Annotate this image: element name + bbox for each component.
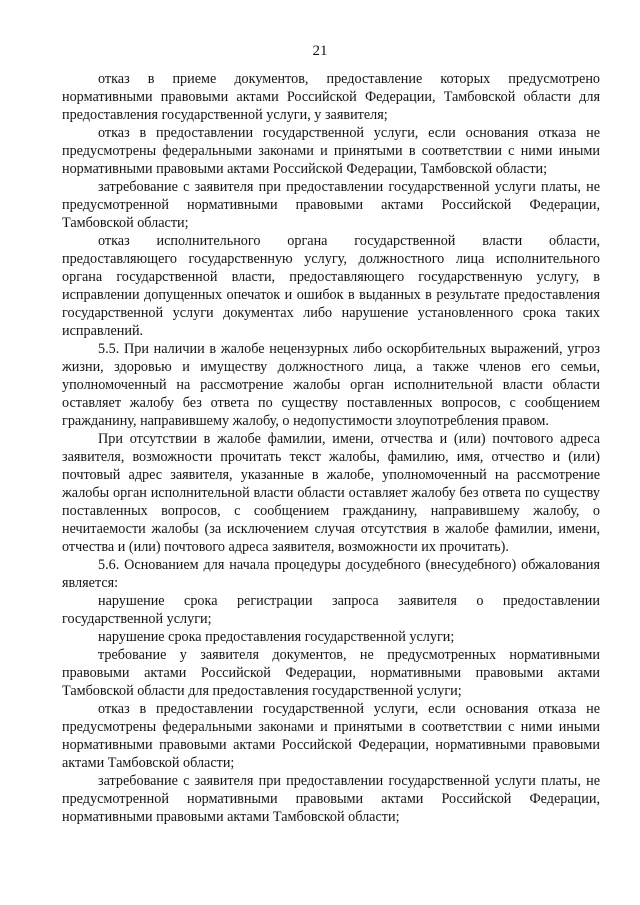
page-number: 21 xyxy=(312,43,328,59)
paragraph-missing-details: При отсутствии в жалобе фамилии, имени, отчества и (или) почтового адреса заявителя, возможности прочитать текст жалобы, фамилию, имя, отчество и (или) почтовый адрес заявителя, указанные в жалобе, уполномоченный на рассмотрение жалобы орган исполнительной власти области оставляет жалобу без ответа по существу поставленных вопросов, с сообщением гражданину, направившему жалобу, о нечитаемости жалобы (за исключением случая отсутствия в жалобе фамилии, имени, отчества и (или) почтового адреса заявителя, возможности их прочитать). xyxy=(62,431,600,555)
document-body xyxy=(62,70,600,826)
paragraph-section-5-6: 5.6. Основанием для начала процедуры досудебного (внесудебного) обжалования является: xyxy=(62,557,600,591)
paragraph-service-deadline: нарушение срока предоставления государственной услуги; xyxy=(98,629,455,645)
paragraph-refusal-documents: отказ в приеме документов, предоставление которых предусмотрено нормативными правовыми актами Российской Федерации, Тамбовской области для предоставления государственной услуги, у заявителя; xyxy=(62,71,600,123)
paragraph-refusal-service-2: отказ в предоставлении государственной услуги, если основания отказа не предусмотрены федеральными законами и принятыми в соответствии с ними иными нормативными правовыми актами Российской Федерации, нормативными правовыми актами Тамбовской области; xyxy=(62,701,600,771)
paragraph-section-5-5: 5.5. При наличии в жалобе нецензурных либо оскорбительных выражений, угроз жизни, здоровью и имуществу должностного лица, а также членов его семьи, уполномоченный на рассмотрение жалобы орган исполнительной власти области оставляет жалобу без ответа по существу поставленных вопросов, с сообщением гражданину, направившему жалобу, о недопустимости злоупотребления правом. xyxy=(62,341,600,429)
paragraph-refusal-service: отказ в предоставлении государственной услуги, если основания отказа не предусмотрены федеральными законами и принятыми в соответствии с ними иными нормативными правовыми актами Российской Федерации, Тамбовской области; xyxy=(62,125,600,177)
paragraph-extra-documents: требование у заявителя документов, не предусмотренных нормативными правовыми актами Российской Федерации, нормативными правовыми актами Тамбовской области для предоставления государственной услуги; xyxy=(62,647,600,699)
paragraph-registration-deadline: нарушение срока регистрации запроса заявителя о предоставлении государственной услуги; xyxy=(62,593,600,627)
paragraph-fee-demand: затребование с заявителя при предоставлении государственной услуги платы, не предусмотренной нормативными правовыми актами Российской Федерации, Тамбовской области; xyxy=(62,179,600,231)
paragraph-refusal-corrections: отказ исполнительного органа государственной власти области, предоставляющего государственную услугу, должностного лица исполнительного органа государственной власти, предоставляющего государственную услугу, в исправлении допущенных опечаток и ошибок в выданных в результате предоставления государственной услуги документах либо нарушение установленного срока таких исправлений. xyxy=(62,233,600,339)
paragraph-fee-demand-2: затребование с заявителя при предоставлении государственной услуги платы, не предусмотренной нормативными правовыми актами Российской Федерации, нормативными правовыми актами Тамбовской области; xyxy=(62,773,600,825)
